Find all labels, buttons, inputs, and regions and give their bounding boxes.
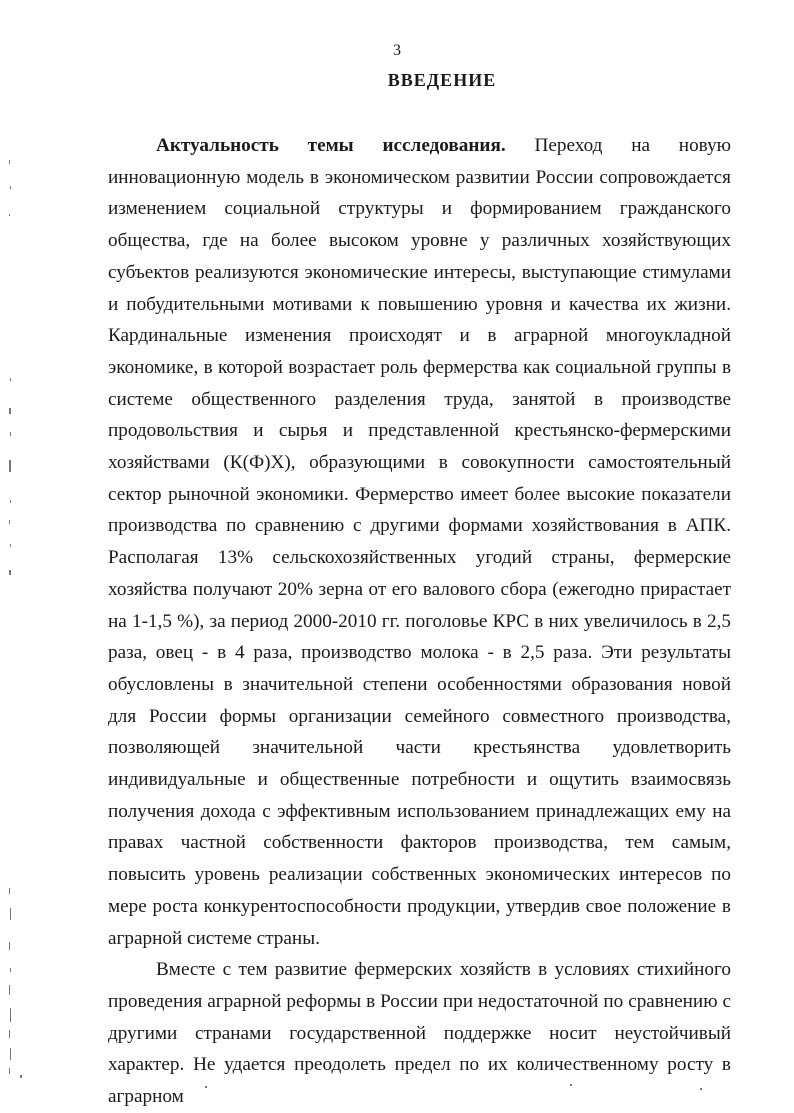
paragraph-relevance [108,130,731,954]
paragraph-text: Переход на новую инновационную модель в экономическом развитии России сопровождается изменением социальной структуры и формированием гражданского общества, где на более высоком уровне у различных хозяйствующих субъектов реализуются экономические интересы, выступающие стимулами и побудительными мотивами к повышению уровня и качества их жизни. Кардинальные изменения происходят и в аграрной многоукладной экономике, в которой возрастает роль фермерства как социальной группы в системе общественного разделения труда, занятой в производстве продовольствия и сырья и представленной крестьянско-фермерскими хозяйствами (К(Ф)Х), образующими в совокупности самостоятельный сектор рыночной экономики. Фермерство имеет более высокие показатели производства по сравнению с другими формами хозяйствования в АПК. Располагая 13% сельскохозяйственных угодий страны, фермерские хозяйства получают 20% зерна от его валового сбора (ежегодно прирастает на 1-1,5 %), за период 2000-2010 гг. поголовье КРС в них увеличилось в 2,5 раза, овец - в 4 раза, производство молока - в 2,5 раза. Эти результаты обусловлены в значительной степени особенностями образования новой для России формы организации семейного совместного производства, позволяющей значительной части крестьянства удовлетворить индивидуальные и общественные потребности и ощутить взаимосвязь получения дохода с эффективным использованием принадлежащих ему на правах частной собственности факторов производства, тем самым, повысить уровень реализации собственных экономических интересов по мере роста конкурентоспособности продукции, утвердив свое положение в аграрной системе страны. [108,135,731,949]
page-title: ВВЕДЕНИЕ [387,70,497,90]
paragraph-lead: Актуальность темы исследования. [156,135,506,156]
body-text [108,130,731,1113]
paragraph-development [108,954,731,1113]
paragraph-text: Вместе с тем развитие фермерских хозяйств в условиях стихийного проведения аграрной реформы в России при недостаточной по сравнению с другими странами государственной поддержке носит неустойчивый характер. Не удается преодолеть предел по их количественному росту в аграрном [108,959,731,1108]
page-number: 3 [393,42,401,59]
